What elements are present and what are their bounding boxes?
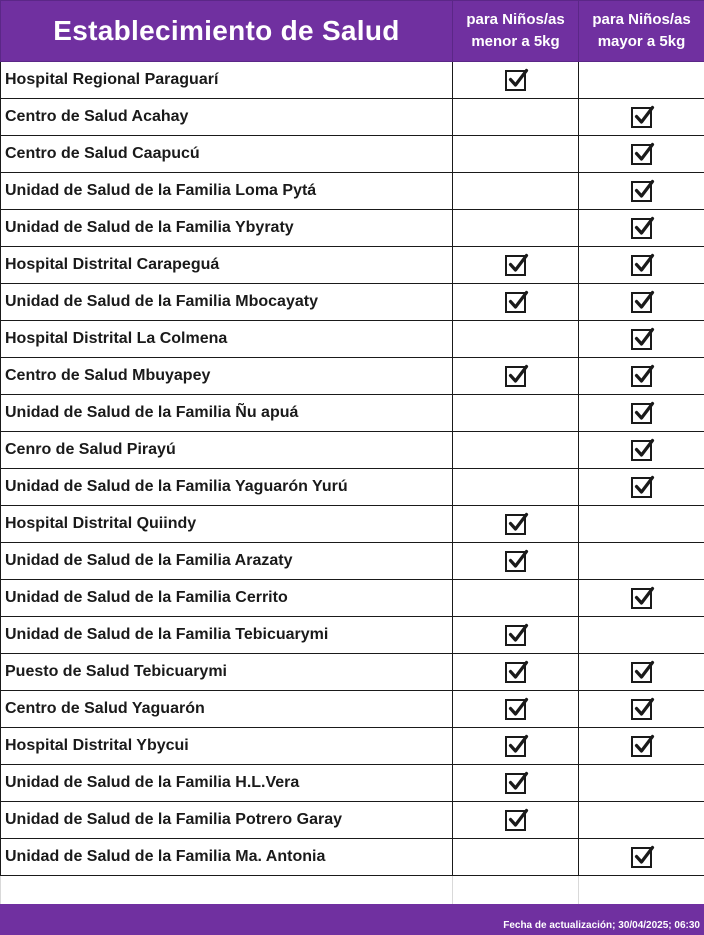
check-cell	[453, 543, 579, 580]
check-cell	[579, 654, 704, 691]
checkbox-checked-icon	[505, 662, 526, 683]
empty-cell	[579, 876, 704, 905]
checkbox-checked-icon	[631, 181, 652, 202]
table-row	[1, 210, 704, 247]
header-col-mayor	[579, 1, 704, 62]
check-cell	[579, 395, 704, 432]
establishment-name: Unidad de Salud de la Familia Loma Pytá	[1, 173, 453, 210]
check-cell	[579, 543, 704, 580]
check-cell	[453, 432, 579, 469]
update-date: Fecha de actualización; 30/04/2025; 06:30	[503, 920, 700, 931]
table-row	[1, 136, 704, 173]
check-cell	[453, 765, 579, 802]
check-cell	[579, 580, 704, 617]
checkbox-checked-icon	[631, 218, 652, 239]
establishment-name: Unidad de Salud de la Familia H.L.Vera	[1, 765, 453, 802]
establishment-name: Hospital Distrital La Colmena	[1, 321, 453, 358]
check-cell	[579, 62, 704, 99]
table-row	[1, 691, 704, 728]
table-row	[1, 247, 704, 284]
checkbox-checked-icon	[505, 255, 526, 276]
checkbox-checked-icon	[505, 625, 526, 646]
check-cell	[579, 839, 704, 876]
checkbox-checked-icon	[505, 810, 526, 831]
check-cell	[579, 506, 704, 543]
checkbox-checked-icon	[505, 551, 526, 572]
check-cell	[453, 617, 579, 654]
check-cell	[453, 580, 579, 617]
check-cell	[579, 432, 704, 469]
establishment-name: Hospital Distrital Carapeguá	[1, 247, 453, 284]
table-row	[1, 765, 704, 802]
check-cell	[453, 506, 579, 543]
empty-cell	[453, 876, 579, 905]
check-cell	[453, 247, 579, 284]
establishment-name: Puesto de Salud Tebicuarymi	[1, 654, 453, 691]
establishment-name: Unidad de Salud de la Familia Cerrito	[1, 580, 453, 617]
checkbox-checked-icon	[505, 292, 526, 313]
footer-bar	[0, 904, 704, 935]
checkbox-checked-icon	[631, 847, 652, 868]
check-cell	[579, 728, 704, 765]
check-cell	[453, 395, 579, 432]
checkbox-checked-icon	[631, 329, 652, 350]
establishment-name: Hospital Distrital Quiindy	[1, 506, 453, 543]
checkbox-checked-icon	[631, 144, 652, 165]
check-cell	[579, 765, 704, 802]
checkbox-checked-icon	[631, 403, 652, 424]
header-col-menor-line1: para Niños/as	[466, 11, 565, 28]
checkbox-checked-icon	[631, 477, 652, 498]
header-col-mayor-line1: para Niños/as	[592, 11, 691, 28]
table-row	[1, 358, 704, 395]
establishment-name: Unidad de Salud de la Familia Arazaty	[1, 543, 453, 580]
check-cell	[453, 654, 579, 691]
check-cell	[579, 247, 704, 284]
establishment-name: Centro de Salud Acahay	[1, 99, 453, 136]
header-col-mayor-line2: mayor a 5kg	[597, 33, 686, 50]
checkbox-checked-icon	[505, 70, 526, 91]
establishment-name: Unidad de Salud de la Familia Mbocayaty	[1, 284, 453, 321]
table-row	[1, 173, 704, 210]
establishment-name: Unidad de Salud de la Familia Potrero Garay	[1, 802, 453, 839]
empty-row	[1, 876, 704, 905]
establishment-name: Unidad de Salud de la Familia Tebicuarymi	[1, 617, 453, 654]
table-body	[1, 62, 704, 905]
checkbox-checked-icon	[631, 588, 652, 609]
check-cell	[453, 358, 579, 395]
establishment-name: Unidad de Salud de la Familia Yaguarón Yurú	[1, 469, 453, 506]
table-row	[1, 839, 704, 876]
check-cell	[453, 802, 579, 839]
check-cell	[579, 284, 704, 321]
check-cell	[579, 691, 704, 728]
checkbox-checked-icon	[631, 662, 652, 683]
check-cell	[579, 802, 704, 839]
check-cell	[579, 210, 704, 247]
checkbox-checked-icon	[505, 773, 526, 794]
table-row	[1, 469, 704, 506]
check-cell	[453, 469, 579, 506]
check-cell	[453, 136, 579, 173]
checkbox-checked-icon	[631, 440, 652, 461]
check-cell	[579, 321, 704, 358]
check-cell	[453, 728, 579, 765]
table-row	[1, 728, 704, 765]
establishment-name: Centro de Salud Mbuyapey	[1, 358, 453, 395]
table-row	[1, 395, 704, 432]
check-cell	[453, 210, 579, 247]
checkbox-checked-icon	[631, 736, 652, 757]
header-row	[1, 1, 704, 62]
establishment-name: Unidad de Salud de la Familia Ñu apuá	[1, 395, 453, 432]
header-col-menor	[453, 1, 579, 62]
table-row	[1, 654, 704, 691]
table-row	[1, 284, 704, 321]
table-row	[1, 432, 704, 469]
check-cell	[453, 839, 579, 876]
empty-cell	[1, 876, 453, 905]
establishment-name: Cenro de Salud Pirayú	[1, 432, 453, 469]
check-cell	[453, 99, 579, 136]
table-row	[1, 580, 704, 617]
table-row	[1, 99, 704, 136]
table-row	[1, 617, 704, 654]
table-row	[1, 802, 704, 839]
check-cell	[579, 136, 704, 173]
checkbox-checked-icon	[505, 366, 526, 387]
table-row	[1, 62, 704, 99]
establishment-name: Hospital Regional Paraguarí	[1, 62, 453, 99]
check-cell	[453, 62, 579, 99]
header-col-menor-line2: menor a 5kg	[471, 33, 560, 50]
checkbox-checked-icon	[631, 255, 652, 276]
checkbox-checked-icon	[505, 736, 526, 757]
check-cell	[579, 173, 704, 210]
checkbox-checked-icon	[631, 366, 652, 387]
check-cell	[579, 99, 704, 136]
check-cell	[453, 321, 579, 358]
establishment-name: Hospital Distrital Ybycui	[1, 728, 453, 765]
checkbox-checked-icon	[631, 699, 652, 720]
establishment-name: Unidad de Salud de la Familia Ybyraty	[1, 210, 453, 247]
checkbox-checked-icon	[631, 292, 652, 313]
check-cell	[453, 284, 579, 321]
check-cell	[579, 469, 704, 506]
table-row	[1, 506, 704, 543]
check-cell	[453, 691, 579, 728]
checkbox-checked-icon	[505, 514, 526, 535]
table-row	[1, 321, 704, 358]
establishment-name: Centro de Salud Caapucú	[1, 136, 453, 173]
establishment-name: Unidad de Salud de la Familia Ma. Antonia	[1, 839, 453, 876]
checkbox-checked-icon	[505, 699, 526, 720]
check-cell	[453, 173, 579, 210]
check-cell	[579, 617, 704, 654]
establishment-name: Centro de Salud Yaguarón	[1, 691, 453, 728]
header-title: Establecimiento de Salud	[1, 1, 453, 62]
check-cell	[579, 358, 704, 395]
table-row	[1, 543, 704, 580]
checkbox-checked-icon	[631, 107, 652, 128]
